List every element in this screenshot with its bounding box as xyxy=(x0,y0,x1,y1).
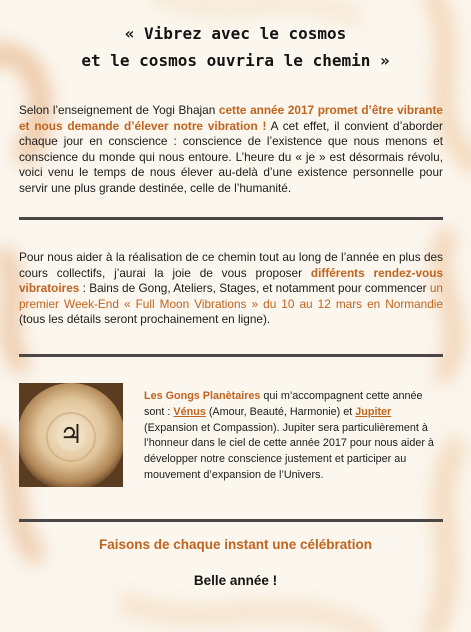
divider-3 xyxy=(19,519,443,522)
events-highlight-rendezvous: différents rendez-vous vibratoires xyxy=(19,265,444,296)
divider-1 xyxy=(19,217,443,220)
headline-line-1: « Vibrez avec le cosmos xyxy=(124,24,347,43)
gongs-text-3: (Expansion et Compassion). Jupiter sera particulièrement à l’honneur dans le ciel de cette année 2017 pour nous aider à développer notre conscience justement et participer au mouvement d’expansion de l’Univers. xyxy=(144,421,434,481)
events-text-2: : Bains de Gong, Ateliers, Stages, et notamment pour commencer xyxy=(79,281,430,296)
intro-text-2: A cet effet, il convient d’aborder chaque jour en conscience : conscience de l’existence que nous menons et conscience du monde qui nous entoure. L’heure du « je » est désormais révolu, voici venu le temps de nous élever au-delà d’une existence personnelle pour servir une plus grande destinée, celle de l’humanité. xyxy=(19,118,443,195)
events-highlight-weekend: un premier Week-End « Full Moon Vibrations » du 10 au 12 mars en Normandie xyxy=(19,281,443,311)
gongs-title: Les Gongs Planètaires xyxy=(144,390,261,402)
new-year-wish: Belle année ! xyxy=(193,573,278,588)
gong-image xyxy=(19,383,123,487)
celebration-line: Faisons de chaque instant une célébration xyxy=(98,537,373,552)
events-paragraph xyxy=(19,250,443,328)
events-text-3: (tous les détails seront prochainement en ligne). xyxy=(19,312,271,327)
venus-link[interactable]: Vénus xyxy=(173,405,206,418)
jupiter-symbol-icon: ♃ xyxy=(59,420,83,450)
intro-paragraph xyxy=(19,103,443,197)
gongs-text-2: (Amour, Beauté, Harmonie) et xyxy=(205,405,356,418)
intro-text-1: Selon l’enseignement de Yogi Bhajan xyxy=(19,103,219,117)
gongs-text-1: qui m’accompagnent cette année sont : xyxy=(144,390,423,418)
events-text-1: Pour nous aider à la réalisation de ce chemin tout au long de l’année en plus des cours collectifs, j’aurai la joie de vous proposer xyxy=(19,250,443,280)
headline-line-2: et le cosmos ouvrira le chemin » xyxy=(81,51,390,70)
jupiter-link[interactable]: Jupiter xyxy=(355,405,392,418)
gongs-paragraph xyxy=(144,389,443,484)
intro-highlight: cette année 2017 promet d’être vibrante et nous demande d’élever notre vibration ! xyxy=(19,103,443,133)
divider-2 xyxy=(19,354,443,357)
headline xyxy=(0,20,471,74)
